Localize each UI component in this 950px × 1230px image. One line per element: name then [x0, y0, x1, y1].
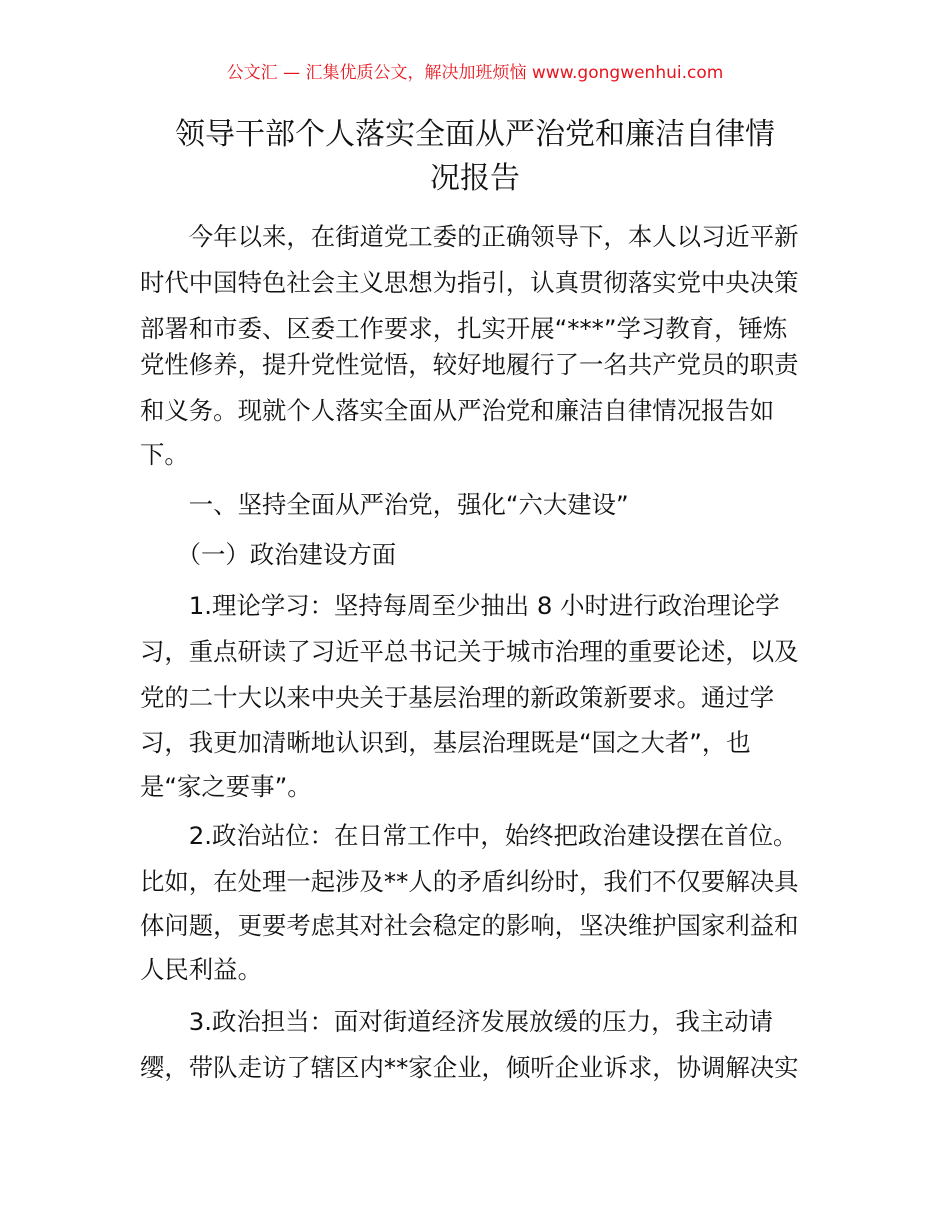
- text-line: 比如，在处理一起涉及**人的矛盾纠纷时，我们不仅要解决具: [140, 867, 799, 896]
- text-line: 和义务。现就个人落实全面从严治党和廉洁自律情况报告如: [140, 396, 775, 425]
- text-line: 部署和市委、区委工作要求，扎实开展“***”学习教育，锤炼: [140, 314, 788, 343]
- text-line: 1.理论学习：坚持每周至少抽出 8 小时进行政治理论学: [140, 591, 780, 620]
- text-line: 习，我更加清晰地认识到，基层治理既是“国之大者”，也: [140, 728, 751, 757]
- text-line: 党的二十大以来中央关于基层治理的新政策新要求。通过学: [140, 683, 775, 712]
- text-line: 今年以来，在街道党工委的正确领导下，本人以习近平新: [140, 222, 799, 251]
- text-line: 一、坚持全面从严治党，强化“六大建设”: [140, 490, 629, 519]
- text-line: （一）政治建设方面: [140, 540, 397, 569]
- document-title-line-1: 领导干部个人落实全面从严治党和廉洁自律情: [175, 117, 775, 152]
- text-line: 缨，带队走访了辖区内**家企业，倾听企业诉求，协调解决实: [140, 1053, 799, 1082]
- text-line: 习，重点研读了习近平总书记关于城市治理的重要论述，以及: [140, 637, 799, 666]
- text-line: 时代中国特色社会主义思想为指引，认真贯彻落实党中央决策: [140, 268, 799, 297]
- text-line: 2.政治站位：在日常工作中，始终把政治建设摆在首位。: [140, 821, 798, 850]
- text-line: 是“家之要事”。: [140, 772, 312, 801]
- watermark-header: 公文汇 — 汇集优质公文，解决加班烦恼 www.gongwenhui.com: [226, 63, 724, 83]
- text-line: 3.政治担当：面对街道经济发展放缓的压力，我主动请: [140, 1007, 774, 1036]
- text-line: 下。: [140, 440, 189, 469]
- text-line: 党性修养，提升党性觉悟，较好地履行了一名共产党员的职责: [140, 350, 799, 379]
- text-line: 体问题，更要考虑其对社会稳定的影响，坚决维护国家利益和: [140, 911, 799, 940]
- text-line: 人民利益。: [140, 955, 262, 984]
- document-title-line-2: 况报告: [430, 161, 520, 196]
